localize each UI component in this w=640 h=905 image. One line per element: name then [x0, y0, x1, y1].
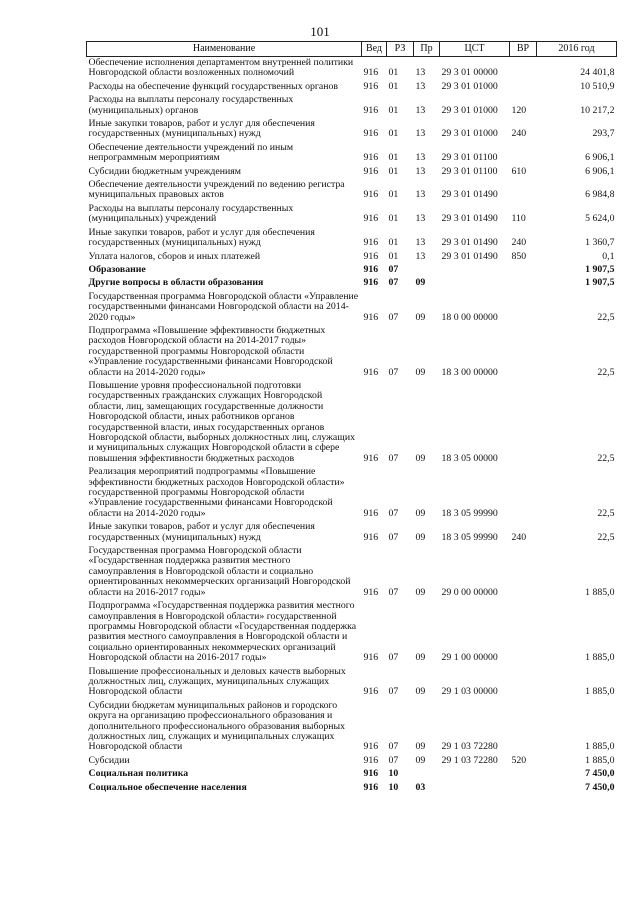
row-rz: 01 [388, 250, 399, 262]
row-amount: 24 401,8 [580, 67, 615, 79]
table-row [87, 57, 617, 81]
row-cst: 29 3 01 01000 [441, 128, 498, 140]
table-row [87, 179, 617, 203]
row-cst: 29 1 00 00000 [441, 652, 498, 664]
table-row [87, 521, 617, 545]
row-vr: 850 [511, 250, 527, 262]
row-vr [510, 57, 537, 81]
row-cst [440, 277, 510, 290]
row-ved: 916 [363, 152, 379, 164]
row-rz: 01 [388, 128, 399, 140]
row-ved: 916 [363, 189, 379, 201]
row-pr [414, 768, 440, 781]
row-amount: 1 885,0 [585, 686, 615, 698]
row-vr [510, 291, 537, 325]
row-pr: 13 [415, 250, 426, 262]
row-rz: 07 [388, 686, 399, 698]
row-cst: 29 3 01 00000 [441, 67, 498, 79]
row-rz: 07 [388, 754, 399, 766]
row-rz: 07 [388, 452, 399, 464]
row-cst: 29 3 01 01000 [441, 104, 498, 116]
row-amount: 1 885,0 [585, 652, 615, 664]
row-pr: 09 [415, 311, 426, 323]
table-row [87, 600, 617, 665]
row-pr: 09 [415, 586, 426, 598]
row-name: Образование [88, 263, 146, 275]
row-amount: 10 510,9 [580, 80, 615, 92]
row-pr: 09 [415, 277, 426, 289]
table-row [87, 94, 617, 118]
table-row [87, 118, 617, 142]
row-amount: 6 984,8 [585, 189, 615, 201]
row-rz: 07 [388, 531, 399, 543]
table-row [87, 700, 617, 755]
row-rz: 07 [388, 311, 399, 323]
row-cst: 18 3 05 99990 [441, 507, 498, 519]
row-vr: 240 [511, 128, 527, 140]
row-name: Обеспечение деятельности учреждений по ведению регистра муниципальных правовых актов [88, 179, 345, 201]
row-amount: 1 907,5 [585, 277, 615, 289]
table-row [87, 251, 617, 264]
row-ved: 916 [363, 165, 379, 177]
row-vr [510, 264, 537, 277]
row-pr: 09 [415, 754, 426, 766]
row-pr: 03 [415, 781, 426, 793]
row-ved: 916 [363, 213, 379, 225]
row-cst: 29 3 01 01490 [441, 189, 498, 201]
row-name: Иные закупки товаров, работ и услуг для обеспечения государственных (муниципальных) нужд [88, 118, 315, 140]
row-amount: 22,5 [597, 311, 615, 323]
row-rz: 01 [388, 165, 399, 177]
row-ved: 916 [363, 67, 379, 79]
table-row [87, 755, 617, 768]
row-name: Обеспечение исполнения департаментом внутренней политики Новгородской области возложенных полномочий [88, 57, 354, 79]
row-pr: 09 [415, 507, 426, 519]
row-vr [510, 666, 537, 700]
row-amount: 22,5 [597, 452, 615, 464]
table-row [87, 768, 617, 781]
row-rz: 07 [388, 507, 399, 519]
header-pr: Пр [414, 42, 440, 57]
row-vr [510, 600, 537, 665]
table-row [87, 277, 617, 290]
row-vr: 110 [511, 213, 526, 225]
row-rz: 07 [388, 652, 399, 664]
header-year: 2016 год [537, 42, 617, 57]
row-cst: 29 3 01 01490 [441, 237, 498, 249]
row-name: Социальное обеспечение населения [88, 781, 247, 793]
row-amount: 22,5 [597, 507, 615, 519]
row-amount: 6 906,1 [585, 165, 615, 177]
row-pr: 13 [415, 237, 426, 249]
row-vr: 520 [511, 754, 527, 766]
row-rz: 07 [388, 366, 399, 378]
row-ved: 916 [363, 531, 379, 543]
row-cst: 29 1 03 00000 [441, 686, 498, 698]
row-ved: 916 [363, 128, 379, 140]
table-row [87, 782, 617, 795]
row-pr: 13 [415, 189, 426, 201]
table-header-row [87, 42, 617, 57]
row-ved: 916 [363, 507, 379, 519]
row-rz: 07 [388, 263, 399, 275]
row-vr [510, 179, 537, 203]
row-ved: 916 [363, 104, 379, 116]
row-ved: 916 [363, 250, 379, 262]
row-ved: 916 [363, 781, 379, 793]
header-rz: РЗ [387, 42, 414, 57]
row-name: Государственная программа Новгородской области «Управление государственными финансами Новгородской области на 2014-2020 годы» [88, 290, 359, 323]
row-name: Социальная политика [88, 768, 189, 780]
row-pr: 13 [415, 80, 426, 92]
row-name: Подпрограмма «Повышение эффективности бюджетных расходов Новгородской области на 2014-2017 годы» государственной программы Новгородской области «Управление государственными финансами Новгородской области на 2014-2020 годы» [88, 324, 333, 378]
budget-table [86, 41, 617, 795]
row-ved: 916 [363, 768, 379, 780]
row-vr [510, 466, 537, 521]
row-ved: 916 [363, 311, 379, 323]
row-vr [510, 545, 537, 600]
row-cst: 18 3 05 00000 [441, 452, 498, 464]
table-row [87, 666, 617, 700]
table-row [87, 264, 617, 277]
row-vr [510, 277, 537, 290]
row-pr: 09 [415, 686, 426, 698]
row-amount: 293,7 [592, 128, 615, 140]
row-rz: 01 [388, 189, 399, 201]
row-vr [510, 700, 537, 755]
row-cst: 29 3 01 01100 [441, 165, 498, 177]
row-name: Расходы на обеспечение функций государственных органов [88, 80, 339, 92]
row-amount: 1 907,5 [585, 263, 615, 275]
row-vr: 610 [511, 165, 527, 177]
row-pr: 13 [415, 213, 426, 225]
row-ved: 916 [363, 277, 379, 289]
row-cst: 29 3 01 01100 [441, 152, 498, 164]
row-amount: 1 360,7 [585, 237, 615, 249]
table-row [87, 227, 617, 251]
row-vr: 240 [511, 531, 527, 543]
row-pr: 09 [415, 366, 426, 378]
row-pr: 09 [415, 452, 426, 464]
row-amount: 1 885,0 [585, 754, 615, 766]
row-amount: 1 885,0 [585, 586, 615, 598]
row-amount: 7 450,0 [585, 768, 615, 780]
row-pr: 13 [415, 152, 426, 164]
row-name: Подпрограмма «Государственная поддержка развития местного самоуправления в Новгородской области» государственной программы Новгородской области «Государственная поддержка развития местного самоуправления в Новгородской области и социально ориентированных некоммерческих организаций Новгородской области на 2016-2017 годы» [88, 600, 357, 664]
row-pr: 13 [415, 104, 426, 116]
table-row [87, 291, 617, 325]
row-ved: 916 [363, 586, 379, 598]
row-cst: 18 0 00 00000 [441, 311, 498, 323]
row-name: Субсидии бюджетам муниципальных районов и городского округа на организацию профессионального образования и дополнительного профессионального образования выборных должностных лиц, служащих и муниципальных служащих Новгородской области [88, 699, 345, 753]
row-cst: 29 0 00 00000 [441, 586, 498, 598]
row-rz: 01 [388, 67, 399, 79]
header-vr: ВР [510, 42, 537, 57]
table-row [87, 466, 617, 521]
row-rz: 07 [388, 586, 399, 598]
row-amount: 6 906,1 [585, 152, 615, 164]
row-name: Повышение профессиональных и деловых качеств выборных должностных лиц, служащих, муниципальных служащих Новгородской области [88, 665, 346, 698]
row-cst: 29 3 01 01490 [441, 250, 498, 262]
row-rz: 07 [388, 741, 399, 753]
table-row [87, 325, 617, 380]
table-row [87, 203, 617, 227]
row-rz: 01 [388, 152, 399, 164]
row-pr [414, 264, 440, 277]
row-pr: 09 [415, 741, 426, 753]
row-pr: 13 [415, 165, 426, 177]
row-amount: 22,5 [597, 366, 615, 378]
row-ved: 916 [363, 263, 379, 275]
row-name: Обеспечение деятельности учреждений по иным непрограммным мероприятиям [88, 141, 294, 164]
row-cst [440, 768, 510, 781]
row-amount: 22,5 [597, 531, 615, 543]
row-vr [510, 142, 537, 166]
row-name: Субсидии бюджетным учреждениям [88, 165, 241, 177]
row-rz: 01 [388, 213, 399, 225]
row-name: Уплата налогов, сборов и иных платежей [88, 250, 261, 262]
row-ved: 916 [363, 652, 379, 664]
table-row [87, 142, 617, 166]
row-ved: 916 [363, 686, 379, 698]
header-cst: ЦСТ [440, 42, 510, 57]
row-name: Иные закупки товаров, работ и услуг для обеспечения государственных (муниципальных) нужд [88, 226, 315, 249]
row-ved: 916 [363, 741, 379, 753]
row-name: Расходы на выплаты персоналу государственных (муниципальных) учреждений [88, 202, 294, 225]
row-ved: 916 [363, 754, 379, 766]
row-cst: 18 3 00 00000 [441, 366, 498, 378]
row-cst: 29 1 03 72280 [441, 754, 498, 766]
table-row [87, 545, 617, 600]
row-name: Другие вопросы в области образования [88, 277, 264, 289]
row-name: Субсидии [88, 754, 130, 766]
row-rz: 10 [388, 781, 399, 793]
row-amount: 7 450,0 [585, 781, 615, 793]
row-name: Иные закупки товаров, работ и услуг для обеспечения государственных (муниципальных) нужд [88, 521, 315, 543]
table-row [87, 166, 617, 179]
row-amount: 5 624,0 [585, 213, 615, 225]
row-name: Повышение уровня профессиональной подготовки государственных гражданских служащих Новгородской области, лиц, замещающих государственные должности Новгородской области, иных работников органов государственной власти, иных государственных органов Новгородской области, выборных должностных лиц, служащих и муниципальных служащих Новгородской области в сфере повышения эффективности бюджетных расходов [88, 379, 355, 464]
row-name: Реализация мероприятий подпрограммы «Повышение эффективности бюджетных расходов Новгородской области» государственной программы Новгородской области «Управление государственными финансами Новгородской области на 2014-2020 годы» [88, 466, 345, 519]
row-rz: 01 [388, 237, 399, 249]
row-rz: 07 [388, 277, 399, 289]
row-cst [440, 264, 510, 277]
row-ved: 916 [363, 452, 379, 464]
row-pr: 09 [415, 652, 426, 664]
row-name: Государственная программа Новгородской области «Государственная поддержка развития местного самоуправления в Новгородской области и социально ориентированных некоммерческих организаций Новгородской области на 2016-2017 годы» [88, 545, 351, 598]
row-cst: 29 3 01 01000 [441, 80, 498, 92]
row-rz: 01 [388, 104, 399, 116]
header-name: Наименование [87, 42, 362, 57]
row-rz: 01 [388, 80, 399, 92]
table-row [87, 81, 617, 94]
row-amount: 10 217,2 [580, 104, 615, 116]
row-ved: 916 [363, 80, 379, 92]
row-rz: 10 [388, 768, 399, 780]
row-pr: 09 [415, 531, 426, 543]
table-row [87, 380, 617, 466]
row-vr [510, 380, 537, 466]
row-vr: 120 [511, 104, 527, 116]
header-ved: Вед [362, 42, 387, 57]
row-amount: 1 885,0 [585, 741, 615, 753]
row-cst: 18 3 05 99990 [441, 531, 498, 543]
row-pr: 13 [415, 128, 426, 140]
row-vr [510, 782, 537, 795]
row-pr: 13 [415, 67, 426, 79]
row-vr [510, 81, 537, 94]
row-vr: 240 [511, 237, 527, 249]
page-number: 101 [310, 24, 330, 39]
row-name: Расходы на выплаты персоналу государственных (муниципальных) органов [88, 94, 294, 116]
row-amount: 0,1 [602, 250, 615, 262]
row-cst: 29 1 03 72280 [441, 741, 498, 753]
row-vr [510, 325, 537, 380]
row-vr [510, 768, 537, 781]
row-ved: 916 [363, 366, 379, 378]
row-ved: 916 [363, 237, 379, 249]
row-cst: 29 3 01 01490 [441, 213, 498, 225]
row-cst [440, 782, 510, 795]
